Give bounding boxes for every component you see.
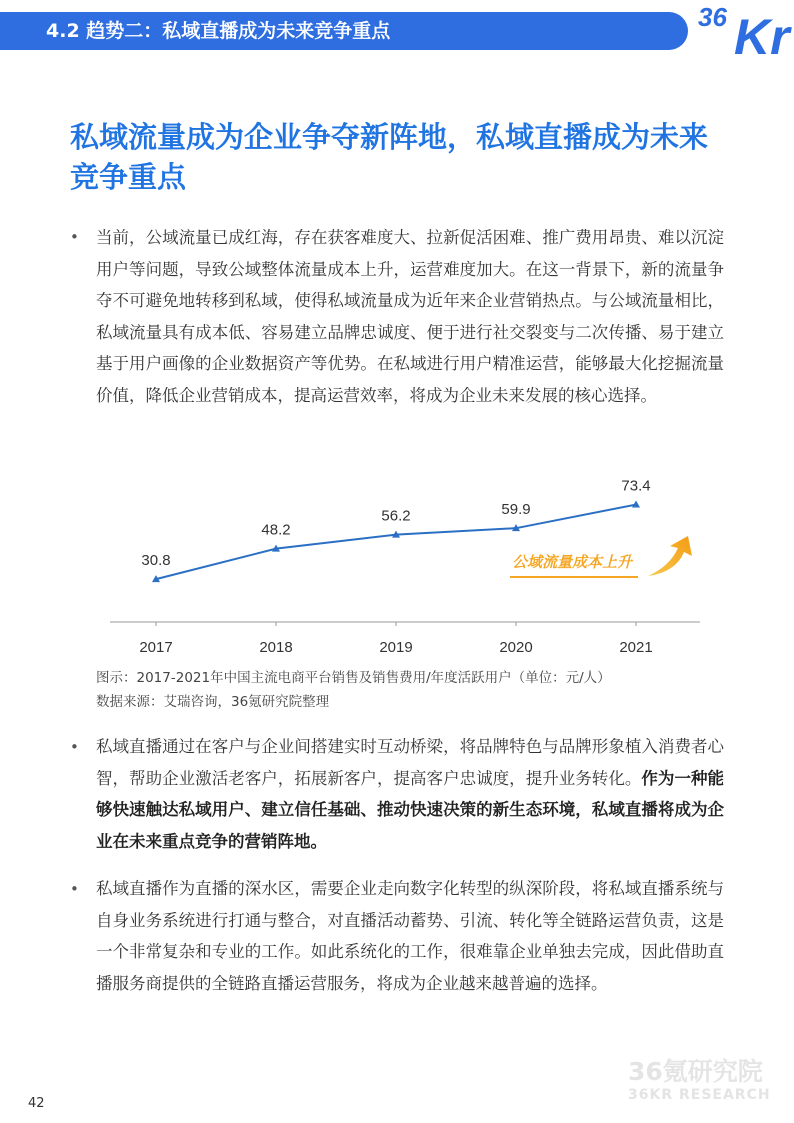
figure-caption: 图示：2017-2021年中国主流电商平台销售及销售费用/年度活跃用户（单位：元/人）: [96, 670, 611, 686]
paragraph-2-bold: 作为一种能够快速触达私域用户、建立信任基础、推动快速决策的新生态环境，私域直播将成为企业在未来重点竞争的营销阵地。: [96, 768, 725, 851]
paragraph-3: 私域直播作为直播的深水区，需要企业走向数字化转型的纵深阶段，将私域直播系统与自身业务系统进行打通与整合，对直播活动蓄势、引流、转化等全链路运营负责，这是一个非常复杂和专业的工作。如此系统化的工作，很难靠企业单独去完成，因此借助直播服务商提供的全链路直播运营服务，将成为企业越来越普遍的选择。: [96, 879, 724, 993]
section-title: 4.2 趋势二：私域直播成为未来竞争重点: [46, 20, 391, 42]
annotation-label: 公域流量成本上升: [512, 554, 633, 571]
data-label: 56.2: [381, 507, 411, 525]
bullet-marker: •: [70, 228, 79, 246]
data-point-marker: [632, 501, 640, 508]
svg-text:36: 36: [698, 2, 727, 32]
paragraph-1: 当前，公域流量已成红海，存在获客难度大、拉新促活困难、推广费用昂贵、难以沉淀用户等问题，导致公域整体流量成本上升，运营难度加大。在这一背景下，新的流量争夺不可避免地转移到私域，使得私域流量成为近年来企业营销热点。与公域流量相比，私域流量具有成本低、容易建立品牌忠诚度、便于进行社交裂变与二次传播、易于建立基于用户画像的企业数据资产等优势。在私域进行用户精准运营，能够最大化挖掘流量价值，降低企业营销成本，提高运营效率，将成为企业未来发展的核心选择。: [96, 228, 724, 405]
bullet-marker: •: [70, 738, 79, 756]
paragraph-2-normal: 私域直播通过在客户与企业间搭建实时互动桥梁，将品牌特色与品牌形象植入消费者心智，帮助企业激活老客户，拓展新客户，提高客户忠诚度，提升业务转化。: [96, 737, 724, 788]
x-tick-label: 2018: [259, 639, 293, 656]
trend-arrow-icon: [648, 536, 692, 576]
main-heading: 私域流量成为企业争夺新阵地，私域直播成为未来竞争重点: [70, 120, 709, 194]
x-tick-label: 2019: [379, 639, 413, 656]
data-label: 30.8: [141, 552, 171, 570]
section-header-bar: [0, 12, 688, 50]
bullet-marker: •: [70, 880, 79, 898]
watermark-cn: 36氪研究院: [628, 1057, 763, 1086]
data-label: 48.2: [261, 521, 291, 539]
36kr-logo: [696, 0, 794, 56]
x-tick-label: 2017: [139, 639, 173, 656]
page-number: 42: [28, 1096, 45, 1111]
data-label: 59.9: [501, 501, 531, 519]
watermark-en: 36KR RESEARCH: [628, 1087, 771, 1103]
x-tick-label: 2021: [619, 639, 653, 656]
source-caption: 数据来源：艾瑞咨询，36氪研究院整理: [96, 694, 330, 710]
x-tick-label: 2020: [499, 639, 533, 656]
research-watermark: [628, 1058, 778, 1104]
line-chart: [110, 454, 730, 664]
svg-text:Kr: Kr: [734, 9, 790, 56]
paragraph-2: [96, 731, 724, 857]
data-label: 73.4: [621, 477, 651, 495]
